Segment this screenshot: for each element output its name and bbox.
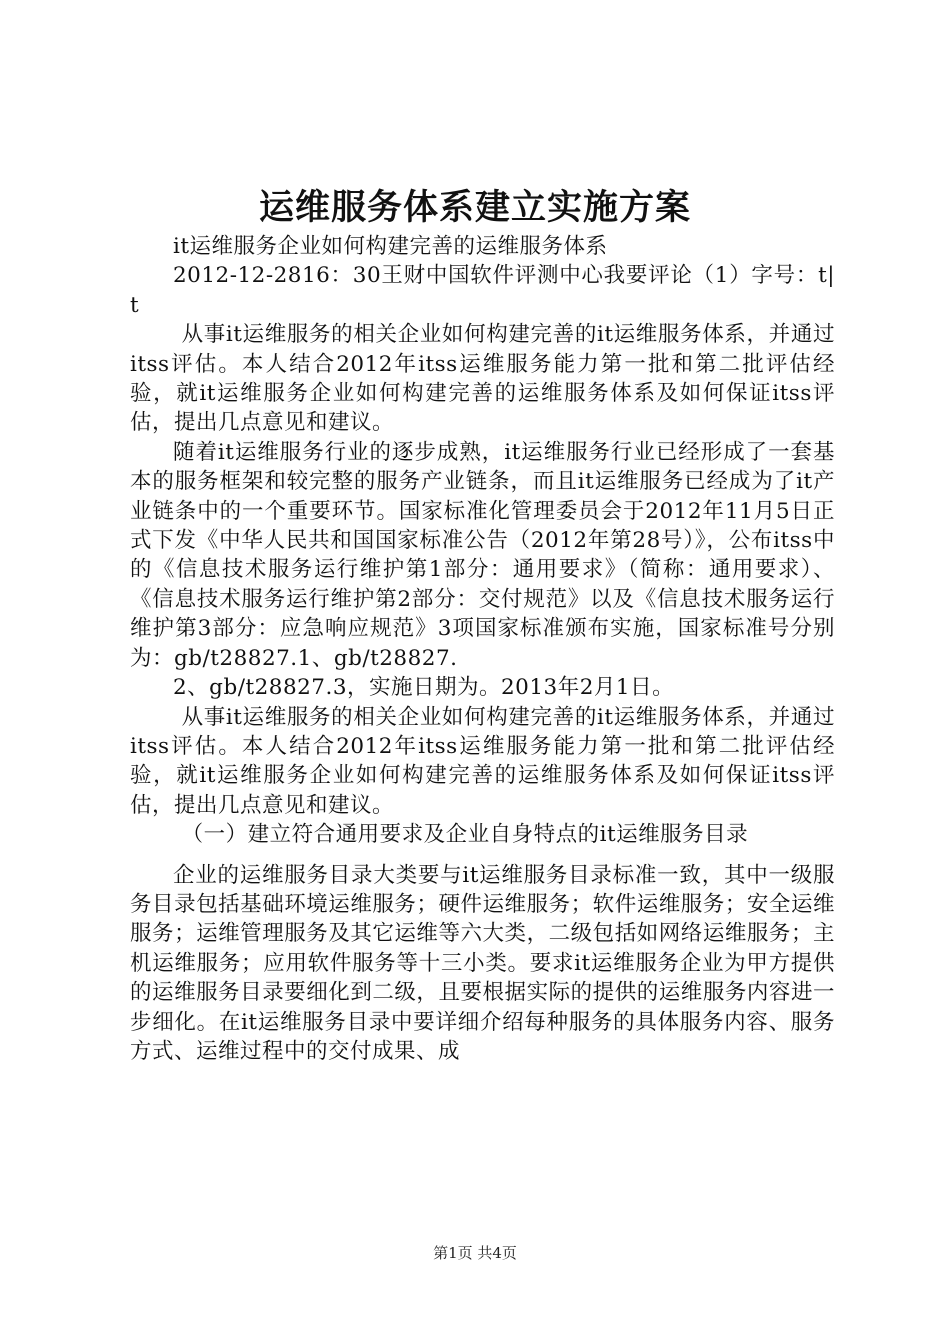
paragraph-standard-numbers: 2、gb/t28827.3，实施日期为。2013年2月1日。 (173, 675, 675, 701)
section-heading-1: （一）建立符合通用要求及企业自身特点的it运维服务目录 (181, 822, 749, 848)
paragraph-service-catalog: 企业的运维服务目录大类要与it运维服务目录标准一致，其中一级服务目录包括基础环境运维服务；硬件运维服务；软件运维服务；安全运维服务；运维管理服务及其它运维等六大类，二级包括如网络运维服务；主机运维服务；应用软件服务等十三小类。要求it运维服务企业为甲方提供的运维服务目录要细化到二级，且要根据实际的提供的运维服务内容进一步细化。在it运维服务目录中要详细介绍每种服务的具体服务内容、服务方式、运维过程中的交付成果、成 (130, 862, 835, 1064)
paragraph-intro-repeat: 从事it运维服务的相关企业如何构建完善的it运维服务体系，并通过itss评估。本人结合2012年itss运维服务能力第一批和第二批评估经验，就it运维服务企业如何构建完善的运维服务体系及如何保证itss评估，提出几点意见和建议。 (130, 704, 835, 818)
document-body (130, 232, 835, 1066)
paragraph-intro: 从事it运维服务的相关企业如何构建完善的it运维服务体系，并通过itss评估。本人结合2012年itss运维服务能力第一批和第二批评估经验，就it运维服务企业如何构建完善的运维服务体系及如何保证itss评估，提出几点意见和建议。 (130, 322, 835, 436)
document-title: 运维服务体系建立实施方案 (258, 188, 691, 228)
paragraph-subtitle: it运维服务企业如何构建完善的运维服务体系 (173, 234, 608, 259)
paragraph-meta: 2012-12-2816：30王财中国软件评测中心我要评论（1）字号：t|t (130, 263, 835, 318)
page-number-footer: 第1页 共4页 (433, 1244, 517, 1262)
paragraph-background: 随着it运维服务行业的逐步成熟，it运维服务行业已经形成了一套基本的服务框架和较完整的服务产业链条，而且it运维服务已经成为了it产业链条中的一个重要环节。国家标准化管理委员会于2012年11月5日正式下发《中华人民共和国国家标准公告（2012年第28号）》，公布itss中的《信息技术服务运行维护第1部分：通用要求》（简称：通用要求）、《信息技术服务运行维护第2部分：交付规范》以及《信息技术服务运行维护第3部分：应急响应规范》3项国家标准颁布实施，国家标准号分别为：gb/t28827.1、gb/t28827. (130, 439, 835, 671)
